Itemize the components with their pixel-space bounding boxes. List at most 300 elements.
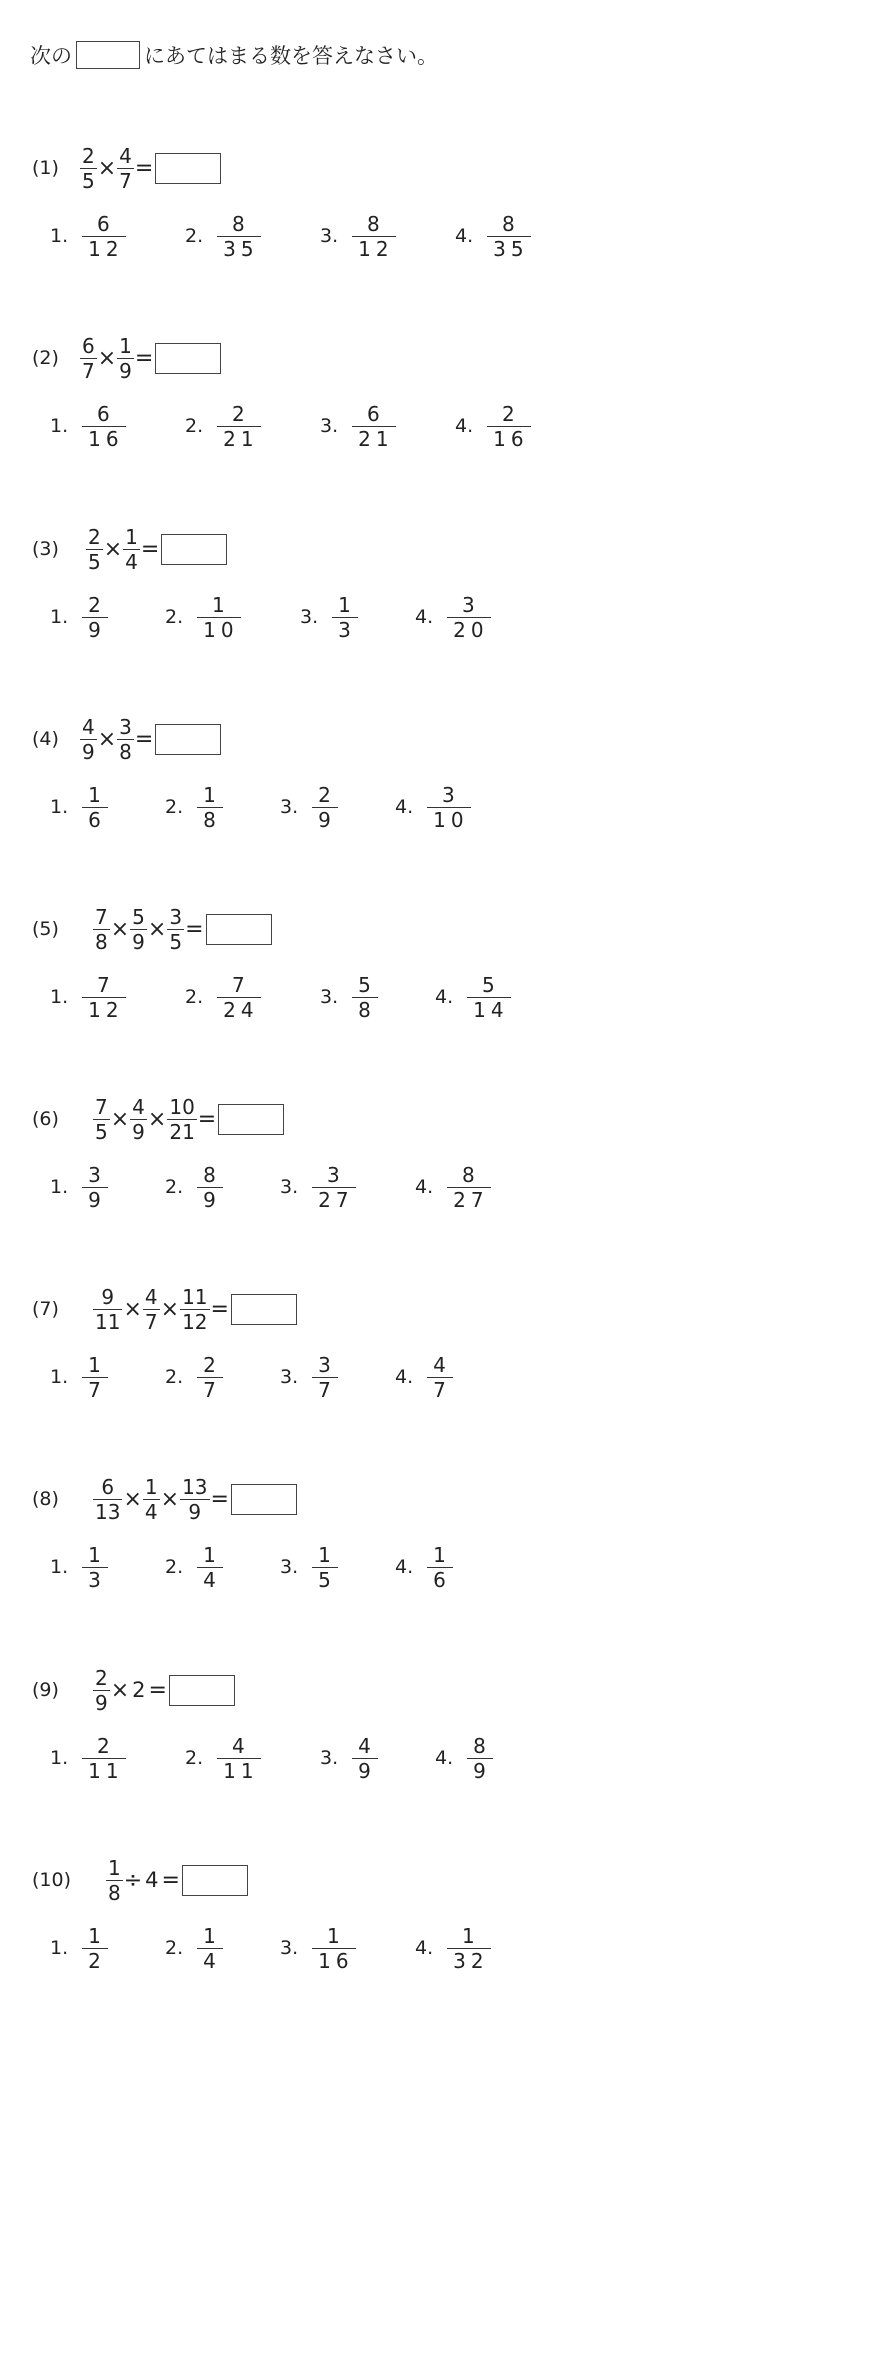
numerator: 6: [367, 401, 385, 426]
numerator: 1: [203, 782, 221, 807]
numerator: 2: [203, 1352, 221, 1377]
choice-fraction: [352, 974, 378, 1021]
choice-option-4[interactable]: [395, 777, 471, 837]
choice-number: 2.: [185, 415, 204, 437]
choice-number: 4.: [395, 1556, 414, 1578]
choice-option-3[interactable]: [280, 1347, 338, 1407]
question-number: (6): [32, 1108, 59, 1130]
choice-number: 3.: [300, 606, 319, 628]
choice-fraction: [312, 1164, 355, 1211]
denominator: 6: [88, 807, 106, 832]
choice-number: 2.: [165, 1366, 184, 1388]
question-number: (8): [32, 1488, 59, 1510]
numerator: 4: [144, 1284, 158, 1309]
question-expression: [106, 1852, 248, 1908]
question-number: (9): [32, 1679, 59, 1701]
answer-box[interactable]: [155, 153, 221, 184]
choice-number: 3.: [280, 1176, 299, 1198]
numerator: 1: [203, 1923, 221, 1948]
denominator: 8: [95, 929, 108, 954]
choice-option-2[interactable]: [165, 1347, 223, 1407]
choice-fraction: [447, 1925, 490, 1972]
denominator: 9: [95, 1690, 108, 1715]
fraction-term: [180, 1476, 209, 1523]
numerator: 2: [318, 782, 336, 807]
denominator: 16: [88, 426, 124, 451]
choice-option-3[interactable]: [280, 777, 338, 837]
choice-number: 2.: [165, 1176, 184, 1198]
answer-box[interactable]: [155, 724, 221, 755]
denominator: 21: [358, 426, 394, 451]
fraction-term: [123, 526, 140, 573]
fraction-term: [93, 906, 110, 953]
denominator: 7: [119, 168, 132, 193]
numerator: 2: [88, 592, 106, 617]
question-expression: [93, 901, 272, 957]
numerator: 1: [338, 592, 356, 617]
choice-fraction: [352, 213, 395, 260]
numerator: 8: [473, 1733, 491, 1758]
choice-fraction: [82, 403, 125, 450]
choice-list: [0, 1537, 887, 1597]
multiply-sign: ×: [123, 1486, 142, 1512]
choice-option-1[interactable]: [50, 206, 126, 266]
choice-option-4[interactable]: [455, 206, 531, 266]
answer-box[interactable]: [231, 1484, 297, 1515]
multiply-sign: ×: [147, 916, 167, 942]
denominator: 12: [88, 997, 124, 1022]
instruction: [30, 40, 438, 70]
denominator: 35: [493, 236, 529, 261]
choice-option-4[interactable]: [435, 967, 511, 1027]
question-number: (10): [32, 1869, 72, 1891]
numerator: 8: [502, 211, 520, 236]
choice-option-3[interactable]: [300, 587, 358, 647]
problem-1: [0, 140, 887, 330]
question-number: (1): [32, 157, 59, 179]
denominator: 14: [473, 997, 509, 1022]
choice-fraction: [467, 1735, 493, 1782]
denominator: 9: [358, 1758, 376, 1783]
choice-option-4[interactable]: [415, 587, 491, 647]
numerator: 4: [358, 1733, 376, 1758]
choice-fraction: [217, 213, 260, 260]
denominator: 10: [203, 617, 239, 642]
choice-option-1[interactable]: [50, 1728, 126, 1788]
denominator: 6: [433, 1567, 451, 1592]
numerator: 6: [82, 333, 95, 358]
choice-option-4[interactable]: [395, 1537, 453, 1597]
choice-fraction: [197, 1354, 223, 1401]
instruction-answer-box: [76, 41, 140, 69]
choice-option-1[interactable]: [50, 1537, 108, 1597]
choice-option-1[interactable]: [50, 1157, 108, 1217]
choice-number: 1.: [50, 1176, 69, 1198]
choice-list: [0, 777, 887, 837]
denominator: 5: [318, 1567, 336, 1592]
question-expression: [86, 521, 227, 577]
choice-number: 2.: [185, 986, 204, 1008]
denominator: 9: [203, 1187, 221, 1212]
fraction-term: [167, 906, 184, 953]
choice-number: 4.: [415, 606, 434, 628]
choice-option-3[interactable]: [280, 1537, 338, 1597]
choice-option-1[interactable]: [50, 967, 126, 1027]
denominator: 9: [88, 1187, 106, 1212]
denominator: 12: [358, 236, 394, 261]
choice-fraction: [217, 1735, 260, 1782]
numerator: 5: [132, 904, 145, 929]
equals-sign: =: [197, 1106, 217, 1132]
choice-option-3[interactable]: [320, 967, 378, 1027]
choice-option-4[interactable]: [395, 1347, 453, 1407]
problem-4: [0, 711, 887, 901]
choice-fraction: [312, 1925, 355, 1972]
choice-number: 2.: [165, 1556, 184, 1578]
fraction-term: [93, 1476, 122, 1523]
answer-box[interactable]: [206, 914, 272, 945]
numerator: 1: [125, 524, 138, 549]
numerator: 1: [462, 1923, 480, 1948]
choice-number: 3.: [320, 986, 339, 1008]
choice-list: [0, 1157, 887, 1217]
choice-option-3[interactable]: [280, 1157, 356, 1217]
choice-number: 4.: [395, 1366, 414, 1388]
denominator: 11: [88, 1758, 124, 1783]
equals-sign: =: [185, 916, 204, 942]
fraction-term: [93, 1667, 110, 1714]
numerator: 1: [327, 1923, 345, 1948]
choice-list: [0, 587, 887, 647]
numerator: 11: [182, 1284, 208, 1309]
question-number: (2): [32, 347, 59, 369]
numerator: 2: [502, 401, 520, 426]
numerator: 8: [232, 211, 250, 236]
choice-fraction: [427, 1544, 453, 1591]
numerator: 3: [327, 1162, 345, 1187]
fraction-term: [130, 906, 147, 953]
choice-number: 3.: [280, 1556, 299, 1578]
numerator: 2: [88, 524, 101, 549]
numerator: 2: [232, 401, 250, 426]
choice-number: 2.: [185, 225, 204, 247]
choice-fraction: [427, 1354, 453, 1401]
fraction-term: [130, 1096, 147, 1143]
numerator: 3: [318, 1352, 336, 1377]
choice-number: 3.: [320, 225, 339, 247]
choice-fraction: [82, 1354, 108, 1401]
denominator: 9: [473, 1758, 491, 1783]
choice-list: [0, 396, 887, 456]
answer-box[interactable]: [231, 1294, 297, 1325]
denominator: 11: [223, 1758, 259, 1783]
multiply-sign: ×: [97, 345, 117, 371]
choice-fraction: [82, 974, 125, 1021]
numerator: 4: [82, 714, 95, 739]
denominator: 13: [95, 1499, 121, 1524]
denominator: 32: [453, 1948, 489, 1973]
choice-number: 4.: [415, 1937, 434, 1959]
fraction-term: [167, 1096, 196, 1143]
denominator: 7: [144, 1309, 158, 1334]
answer-box[interactable]: [182, 1865, 248, 1896]
numerator: 4: [232, 1733, 250, 1758]
denominator: 9: [132, 1119, 145, 1144]
divide-sign: ÷: [123, 1867, 143, 1893]
choice-option-2[interactable]: [165, 1537, 223, 1597]
answer-box[interactable]: [155, 343, 221, 374]
choice-number: 3.: [320, 1747, 339, 1769]
denominator: 8: [358, 997, 376, 1022]
integer-term: 2: [132, 1678, 146, 1702]
denominator: 9: [132, 929, 145, 954]
equals-sign: =: [161, 1867, 180, 1893]
problem-7: [0, 1281, 887, 1471]
denominator: 4: [203, 1948, 221, 1973]
question-number: (7): [32, 1298, 59, 1320]
choice-number: 1.: [50, 225, 69, 247]
question-expression: [93, 1281, 297, 1337]
denominator: 4: [144, 1499, 158, 1524]
choice-option-1[interactable]: [50, 1347, 108, 1407]
equals-sign: =: [210, 1486, 229, 1512]
choice-fraction: [82, 1735, 125, 1782]
numerator: 9: [101, 1284, 115, 1309]
numerator: 4: [433, 1352, 451, 1377]
choice-number: 1.: [50, 1366, 69, 1388]
numerator: 3: [88, 1162, 106, 1187]
fraction-term: [106, 1857, 123, 1904]
choice-option-2[interactable]: [185, 1728, 261, 1788]
numerator: 3: [119, 714, 132, 739]
denominator: 7: [433, 1377, 451, 1402]
choice-number: 4.: [395, 796, 414, 818]
choice-fraction: [197, 594, 240, 641]
choice-option-4[interactable]: [455, 396, 531, 456]
choice-number: 4.: [455, 225, 474, 247]
choice-fraction: [487, 403, 530, 450]
choice-number: 2.: [185, 1747, 204, 1769]
choice-fraction: [447, 594, 490, 641]
fraction-term: [143, 1476, 160, 1523]
denominator: 8: [108, 1880, 121, 1905]
equals-sign: =: [140, 536, 160, 562]
denominator: 27: [453, 1187, 489, 1212]
choice-fraction: [82, 1925, 108, 1972]
numerator: 1: [144, 1474, 158, 1499]
fraction-term: [117, 145, 134, 192]
numerator: 8: [462, 1162, 480, 1187]
numerator: 8: [203, 1162, 221, 1187]
choice-fraction: [467, 974, 510, 1021]
denominator: 10: [433, 807, 469, 832]
choice-number: 3.: [280, 1937, 299, 1959]
choice-fraction: [312, 1544, 338, 1591]
denominator: 4: [203, 1567, 221, 1592]
choice-number: 1.: [50, 606, 69, 628]
numerator: 1: [318, 1542, 336, 1567]
equals-sign: =: [134, 726, 154, 752]
question-number: (5): [32, 918, 59, 940]
choice-number: 1.: [50, 1556, 69, 1578]
numerator: 6: [97, 401, 115, 426]
denominator: 24: [223, 997, 259, 1022]
denominator: 5: [82, 168, 95, 193]
multiply-sign: ×: [103, 536, 123, 562]
instruction-text-before: 次の: [30, 44, 72, 68]
question-expression: [93, 1662, 235, 1718]
denominator: 8: [119, 739, 132, 764]
question-expression: [80, 140, 221, 196]
multiply-sign: ×: [97, 726, 117, 752]
instruction-text-after: にあてはまる数を答えなさい。: [144, 44, 438, 68]
denominator: 8: [203, 807, 221, 832]
denominator: 9: [318, 807, 336, 832]
equals-sign: =: [134, 345, 154, 371]
fraction-term: [93, 1286, 122, 1333]
multiply-sign: ×: [147, 1106, 167, 1132]
choice-number: 1.: [50, 415, 69, 437]
multiply-sign: ×: [110, 1106, 130, 1132]
choice-option-4[interactable]: [415, 1918, 491, 1978]
denominator: 7: [82, 358, 95, 383]
problem-5: [0, 901, 887, 1091]
denominator: 5: [169, 929, 183, 954]
choice-list: [0, 1728, 887, 1788]
numerator: 2: [82, 143, 95, 168]
choice-fraction: [352, 1735, 378, 1782]
numerator: 4: [132, 1094, 145, 1119]
choice-number: 1.: [50, 1937, 69, 1959]
question-expression: [80, 711, 221, 767]
denominator: 20: [453, 617, 489, 642]
choice-option-1[interactable]: [50, 587, 108, 647]
choice-option-3[interactable]: [320, 206, 396, 266]
denominator: 12: [88, 236, 124, 261]
multiply-sign: ×: [110, 916, 130, 942]
denominator: 5: [95, 1119, 108, 1144]
problem-6: [0, 1091, 887, 1281]
choice-option-3[interactable]: [320, 1728, 378, 1788]
denominator: 27: [318, 1187, 354, 1212]
fraction-term: [86, 526, 103, 573]
choice-option-1[interactable]: [50, 777, 108, 837]
choice-fraction: [427, 784, 470, 831]
multiply-sign: ×: [97, 155, 117, 181]
numerator: 1: [119, 333, 132, 358]
choice-number: 1.: [50, 1747, 69, 1769]
choice-option-2[interactable]: [165, 1157, 223, 1217]
numerator: 8: [367, 211, 385, 236]
choice-fraction: [82, 1544, 108, 1591]
choice-option-2[interactable]: [165, 777, 223, 837]
multiply-sign: ×: [110, 1677, 130, 1703]
denominator: 21: [169, 1119, 195, 1144]
choice-list: [0, 1347, 887, 1407]
choice-option-3[interactable]: [320, 396, 396, 456]
choice-fraction: [82, 594, 108, 641]
equals-sign: =: [134, 155, 154, 181]
fraction-term: [80, 716, 97, 763]
numerator: 1: [108, 1855, 121, 1880]
fraction-term: [143, 1286, 160, 1333]
choice-number: 3.: [280, 796, 299, 818]
numerator: 13: [182, 1474, 208, 1499]
fraction-term: [117, 335, 134, 382]
choice-option-4[interactable]: [415, 1157, 491, 1217]
numerator: 1: [203, 1542, 221, 1567]
equals-sign: =: [210, 1296, 229, 1322]
choice-list: [0, 1918, 887, 1978]
choice-number: 3.: [320, 415, 339, 437]
choice-fraction: [312, 784, 338, 831]
choice-fraction: [197, 1164, 223, 1211]
choice-option-3[interactable]: [280, 1918, 356, 1978]
problem-10: [0, 1852, 887, 2042]
question-number: (4): [32, 728, 59, 750]
denominator: 21: [223, 426, 259, 451]
integer-term: 4: [145, 1868, 159, 1892]
answer-box[interactable]: [218, 1104, 284, 1135]
question-number: (3): [32, 538, 59, 560]
choice-fraction: [332, 594, 358, 641]
denominator: 3: [88, 1567, 106, 1592]
choice-number: 4.: [435, 986, 454, 1008]
choice-option-4[interactable]: [435, 1728, 493, 1788]
denominator: 3: [338, 617, 356, 642]
denominator: 16: [493, 426, 529, 451]
choice-option-1[interactable]: [50, 1918, 108, 1978]
choice-option-1[interactable]: [50, 396, 126, 456]
denominator: 9: [188, 1499, 202, 1524]
numerator: 10: [169, 1094, 195, 1119]
denominator: 9: [119, 358, 132, 383]
numerator: 1: [212, 592, 230, 617]
numerator: 5: [358, 972, 376, 997]
denominator: 9: [88, 617, 106, 642]
choice-option-2[interactable]: [165, 587, 241, 647]
fraction-term: [80, 145, 97, 192]
denominator: 12: [182, 1309, 208, 1334]
choice-number: 2.: [165, 606, 184, 628]
choice-fraction: [197, 784, 223, 831]
denominator: 7: [88, 1377, 106, 1402]
choice-number: 4.: [435, 1747, 454, 1769]
denominator: 4: [125, 549, 138, 574]
choice-number: 1.: [50, 796, 69, 818]
choice-option-2[interactable]: [185, 967, 261, 1027]
answer-box[interactable]: [161, 534, 227, 565]
choice-fraction: [217, 974, 260, 1021]
denominator: 9: [82, 739, 95, 764]
problem-2: [0, 330, 887, 520]
choice-fraction: [487, 213, 530, 260]
answer-box[interactable]: [169, 1675, 235, 1706]
denominator: 35: [223, 236, 259, 261]
choice-option-2[interactable]: [165, 1918, 223, 1978]
choice-number: 1.: [50, 986, 69, 1008]
numerator: 7: [97, 972, 115, 997]
numerator: 1: [433, 1542, 451, 1567]
fraction-term: [80, 335, 97, 382]
choice-option-2[interactable]: [185, 396, 261, 456]
problem-8: [0, 1471, 887, 1661]
fraction-term: [117, 716, 134, 763]
choice-number: 2.: [165, 1937, 184, 1959]
choice-fraction: [312, 1354, 338, 1401]
multiply-sign: ×: [160, 1486, 180, 1512]
choice-option-2[interactable]: [185, 206, 261, 266]
